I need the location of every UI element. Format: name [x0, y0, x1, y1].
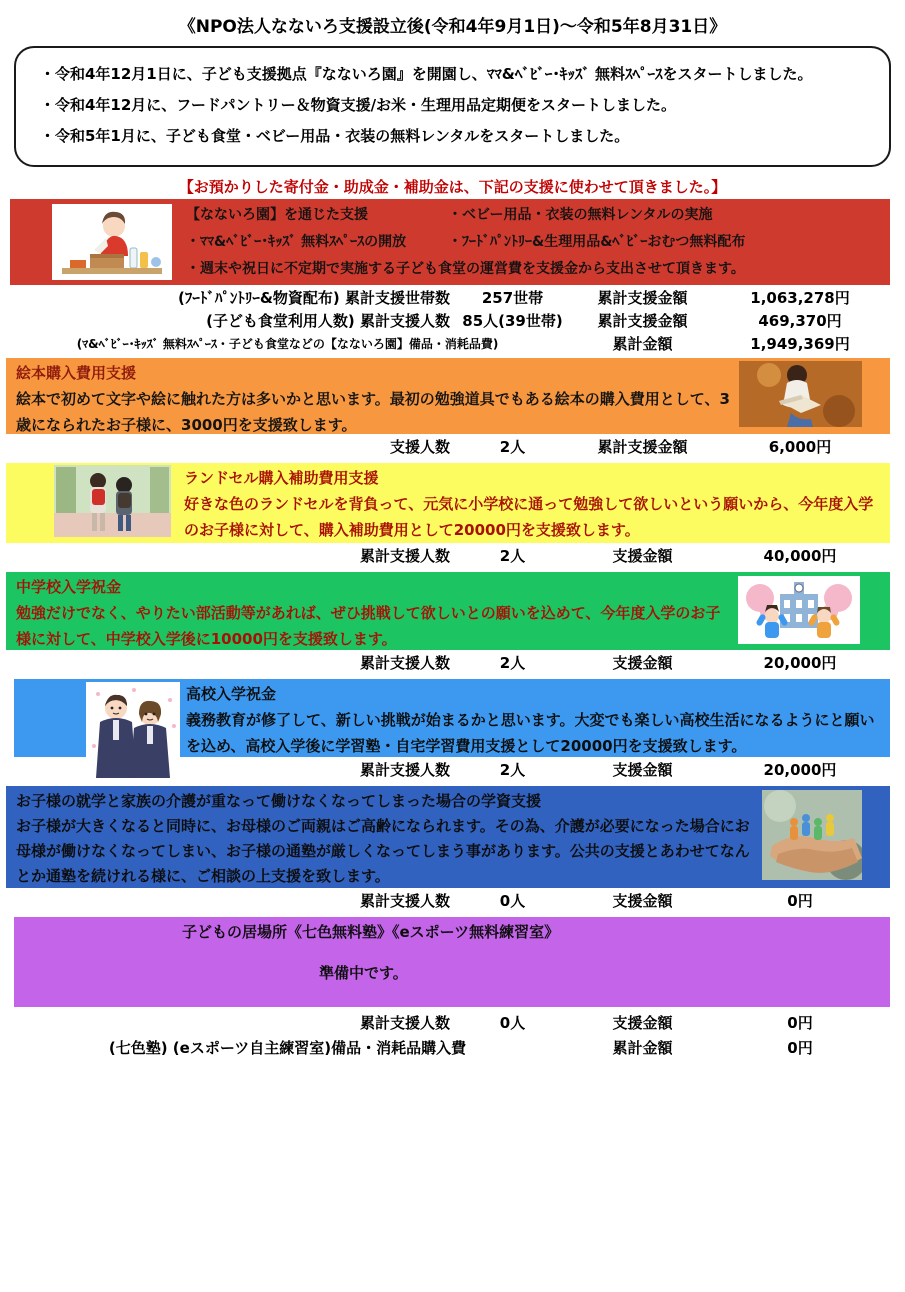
stat-value: 0人: [499, 1013, 526, 1032]
nanairo-line2-right: ・ﾌｰﾄﾞﾊﾟﾝﾄﾘｰ&生理用品&ﾍﾞﾋﾞｰおむつ無料配布: [448, 233, 746, 250]
section-body: お子様が大きくなると同時に、お母様のご両親はご高齢になられます。その為、介護が必要になった場合にお母様が働けなくなってしまい、お子様の通塾が厳しくなってしまう事があります。公共の支援とあわせてなんとか通塾を続けれる様に、ご相談の上支援を致します。: [16, 817, 750, 885]
stat-label: 累計支援人数: [359, 546, 450, 565]
stat-value: 2人: [499, 546, 526, 565]
stat-label2: 累計支援金額: [597, 437, 688, 456]
stat-value: 85人(39世帯): [462, 311, 563, 330]
nanairo-line3: ・週末や祝日に不定期で実施する子ども食堂の運営費を支援金から支出させて頂きます。: [186, 260, 745, 277]
stat-value2: 20,000円: [763, 760, 837, 779]
nanairo-en-section: [10, 199, 890, 285]
stat-value: 2人: [499, 653, 526, 672]
section-body: 好きな色のランドセルを背負って、元気に小学校に通って勉強して欲しいという願いから、今年度入学のお子様に対して、購入補助費用として20000円を支援致します。: [184, 495, 874, 539]
intro-box: [14, 46, 891, 167]
stat-label: 累計支援人数: [359, 1013, 450, 1032]
stat-value2: 6,000円: [768, 437, 832, 456]
stat-label: 支援人数: [389, 437, 450, 456]
stat-label: (七色塾) (eスポーツ自主練習室)備品・消耗品購入費: [108, 1038, 467, 1057]
stat-value2: 40,000円: [763, 546, 837, 565]
woman-packing-donations-illustration: [52, 204, 172, 280]
stats-row-nanairo-equipment: [0, 332, 905, 354]
stats-row-chugakko: [0, 651, 905, 673]
section-body: 絵本で初めて文字や絵に触れた方は多いかと思います。最初の勉強道具でもある絵本の購入費用として、3歳になられたお子様に、3000円を支援致します。: [16, 390, 730, 434]
stat-value: 257世帯: [481, 288, 544, 307]
section-title: 絵本購入費用支援: [16, 364, 137, 382]
stat-label: (子ども食堂利用人数) 累計支援人数: [206, 311, 450, 330]
children-with-school-bags-photo: [54, 465, 171, 537]
stat-label: 累計支援人数: [359, 760, 450, 779]
nanairo-line2-left: ・ﾏﾏ&ﾍﾞﾋﾞｰ･ｷｯｽﾞ 無料ｽﾍﾟｰｽの開放: [186, 233, 407, 250]
page-title: 《NPO法人なないろ支援設立後(令和4年9月1日)～令和5年8月31日》: [178, 17, 727, 37]
stat-label: (ﾏ&ﾍﾞﾋﾞｰ･ｷｯｽﾞ 無料ｽﾍﾟｰｽ・子ども食堂などの【なないろ園】備品・消耗品費): [76, 336, 499, 351]
stat-label2: 累計金額: [612, 334, 673, 353]
high-school-students-illustration: [86, 682, 180, 778]
stat-value: 2人: [499, 760, 526, 779]
ehon-support-section: [6, 358, 890, 434]
koko-celebration-section: [14, 679, 890, 757]
chugakko-celebration-section: [6, 572, 890, 650]
section-title: ランドセル購入補助費用支援: [184, 469, 379, 487]
stat-label: 累計支援人数: [359, 653, 450, 672]
stat-value2: 0円: [787, 891, 813, 910]
stat-value2: 20,000円: [763, 653, 837, 672]
donation-header: 【お預かりした寄付金・助成金・補助金は、下記の支援に使わせて頂きました。】: [178, 178, 727, 196]
stats-row-randoseru: [0, 544, 905, 566]
stat-label: 累計支援人数: [359, 891, 450, 910]
stat-label: (ﾌｰﾄﾞﾊﾟﾝﾄﾘｰ&物資配布) 累計支援世帯数: [177, 288, 450, 307]
nanairo-line1-right: ・ベビー用品・衣装の無料レンタルの実施: [448, 206, 713, 223]
randoseru-support-section: [6, 463, 890, 543]
section-body: 勉強だけでなく、やりたい部活動等があれば、ぜひ挑戦して欲しいとの願いを込めて、今年度入学のお子様に対して、中学校入学後に10000円を支援致します。: [16, 604, 721, 648]
stat-value: 2人: [499, 437, 526, 456]
stat-value2: 1,949,369円: [750, 334, 850, 353]
hands-holding-paper-people-photo: [762, 790, 862, 880]
child-reading-book-photo: [739, 361, 862, 427]
stat-value2: 469,370円: [758, 311, 842, 330]
stats-row-ehon: [0, 435, 905, 457]
stat-label2: 支援金額: [612, 891, 673, 910]
stat-label2: 支援金額: [612, 1013, 673, 1032]
stats-row-gakushi: [0, 889, 905, 911]
stat-value: 0人: [499, 891, 526, 910]
stats-row-food-pantry: [0, 286, 905, 308]
section-title: 中学校入学祝金: [16, 578, 122, 596]
stat-value2: 0円: [787, 1038, 813, 1057]
intro-line: ・令和5年1月に、子ども食堂・ベビー用品・衣装の無料レンタルをスタートしました。: [40, 127, 630, 145]
stat-label2: 累計金額: [612, 1038, 673, 1057]
section-body: 義務教育が修了して、新しい挑戦が始まるかと思います。大変でも楽しい高校生活になるようにと願いを込め、高校入学後に学習塾・自宅学習費用支援として20000円を支援致します。: [186, 711, 875, 755]
stat-label2: 支援金額: [612, 760, 673, 779]
school-entrance-celebration-illustration: [738, 576, 860, 644]
stats-row-kodomo-shokudo: [0, 309, 905, 331]
nanairo-en-text: [186, 202, 745, 283]
section-title: お子様の就学と家族の介護が重なって働けなくなってしまった場合の学資支援: [16, 792, 542, 810]
stat-label2: 累計支援金額: [597, 311, 688, 330]
ibasho-status: 準備中です。: [319, 964, 408, 982]
stat-label2: 累計支援金額: [597, 288, 688, 307]
gakushi-support-section: [6, 786, 890, 888]
stats-row-ibasho: [0, 1011, 905, 1033]
stats-row-juku-equipment: [0, 1036, 905, 1058]
stat-value2: 0円: [787, 1013, 813, 1032]
stat-value2: 1,063,278円: [750, 288, 850, 307]
ibasho-section: [14, 917, 890, 1007]
intro-line: ・令和4年12月1日に、子ども支援拠点『なないろ園』を開園し、ﾏﾏ&ﾍﾞﾋﾞｰ･ｷｯｽﾞ 無料ｽﾍﾟｰｽをスタートしました。: [40, 65, 813, 83]
section-title: 高校入学祝金: [186, 685, 277, 703]
nanairo-line1-left: 【なないろ園】を通じた支援: [186, 206, 368, 223]
intro-line: ・令和4年12月に、フードパントリー＆物資支援/お米・生理用品定期便をスタートしました。: [40, 96, 677, 114]
ibasho-title: 子どもの居場所《七色無料塾》《eスポーツ無料練習室》: [182, 923, 560, 941]
stat-label2: 支援金額: [612, 546, 673, 565]
stat-label2: 支援金額: [612, 653, 673, 672]
